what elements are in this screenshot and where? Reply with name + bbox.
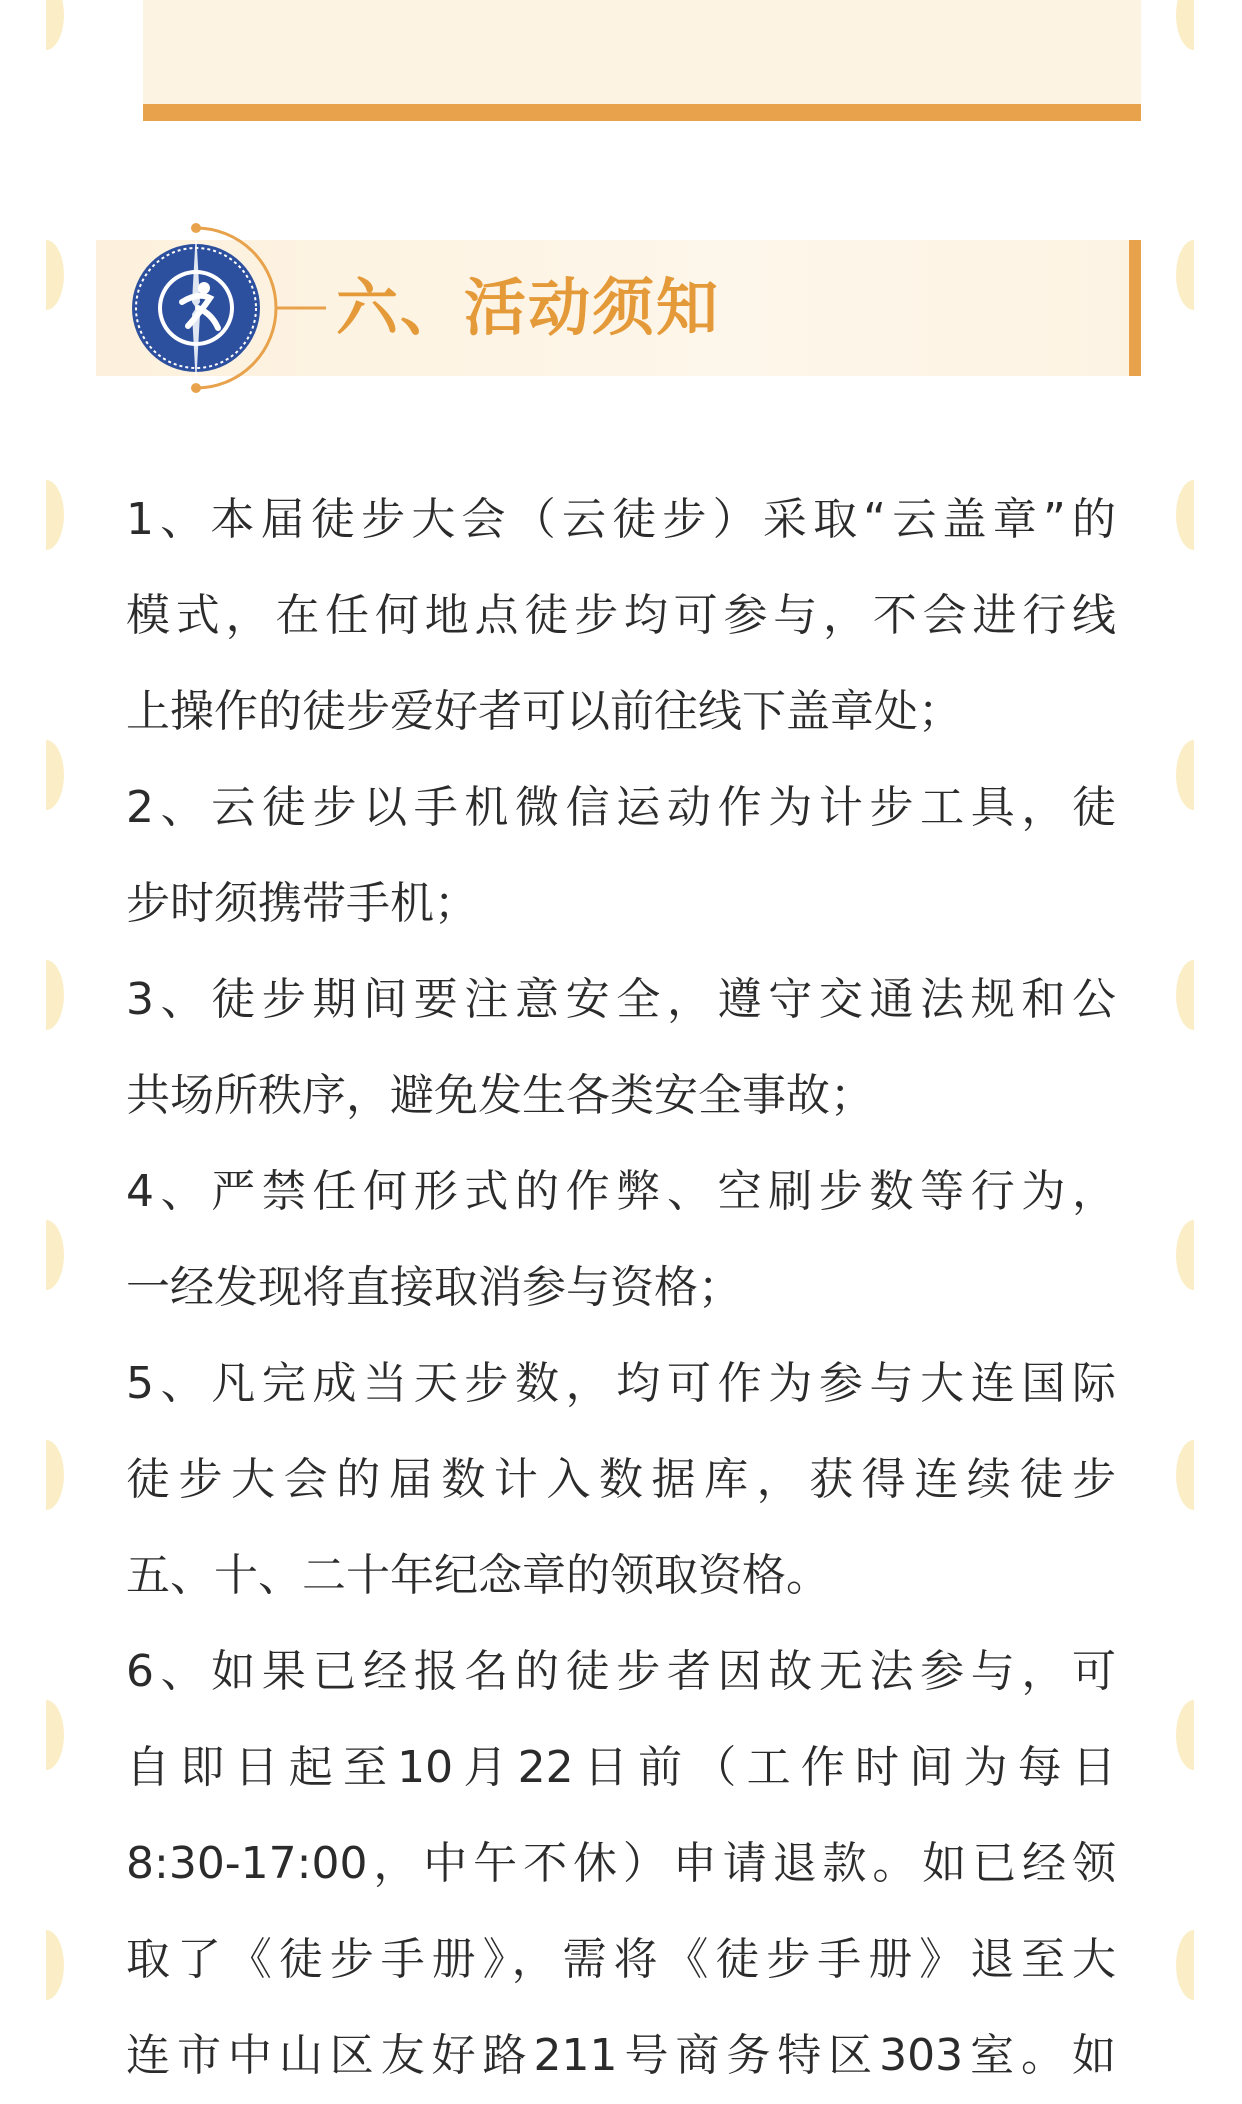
notice-line: 1、本届徒步大会（云徒步）采取“云盖章”的 (126, 494, 1116, 545)
notice-line: 徒步大会的届数计入数据库，获得连续徒步 (126, 1454, 1116, 1505)
notice-line: 一经发现将直接取消参与资格； (126, 1262, 742, 1313)
notice-line: 共场所秩序，避免发生各类安全事故； (126, 1070, 874, 1121)
notice-line: 上操作的徒步爱好者可以前往线下盖章处； (126, 686, 962, 737)
notice-line: 连市中山区友好路211号商务特区303室。如 (126, 2030, 1116, 2081)
section-header-accent-bar (1129, 240, 1141, 376)
notice-line: 步时须携带手机； (126, 878, 478, 929)
notice-line: 8:30-17:00，中午不休）申请退款。如已经领 (126, 1838, 1116, 1889)
notice-line: 6、如果已经报名的徒步者因故无法参与，可 (126, 1646, 1116, 1697)
section-title: 六、活动须知 (336, 271, 721, 344)
previous-section-box (143, 0, 1141, 104)
previous-section-underline (143, 104, 1141, 121)
notice-line: 3、徒步期间要注意安全，遵守交通法规和公 (126, 974, 1116, 1025)
notice-line: 5、凡完成当天步数，均可作为参与大连国际 (126, 1358, 1116, 1409)
section-header (96, 240, 1141, 376)
right-decor-band (1164, 0, 1194, 2104)
notice-line: 模式，在任何地点徒步均可参与，不会进行线 (126, 590, 1116, 641)
left-decor-band (46, 0, 76, 2104)
notice-line: 4、严禁任何形式的作弊、空刷步数等行为， (126, 1166, 1116, 1217)
notice-line: 取了《徒步手册》，需将《徒步手册》退至大 (126, 1934, 1116, 1985)
notice-line: 2、云徒步以手机微信运动作为计步工具，徒 (126, 782, 1116, 833)
notice-line: 五、十、二十年纪念章的领取资格。 (126, 1550, 830, 1601)
notice-line: 自即日起至10月22日前（工作时间为每日 (126, 1742, 1116, 1793)
notice-content (126, 484, 1116, 2104)
